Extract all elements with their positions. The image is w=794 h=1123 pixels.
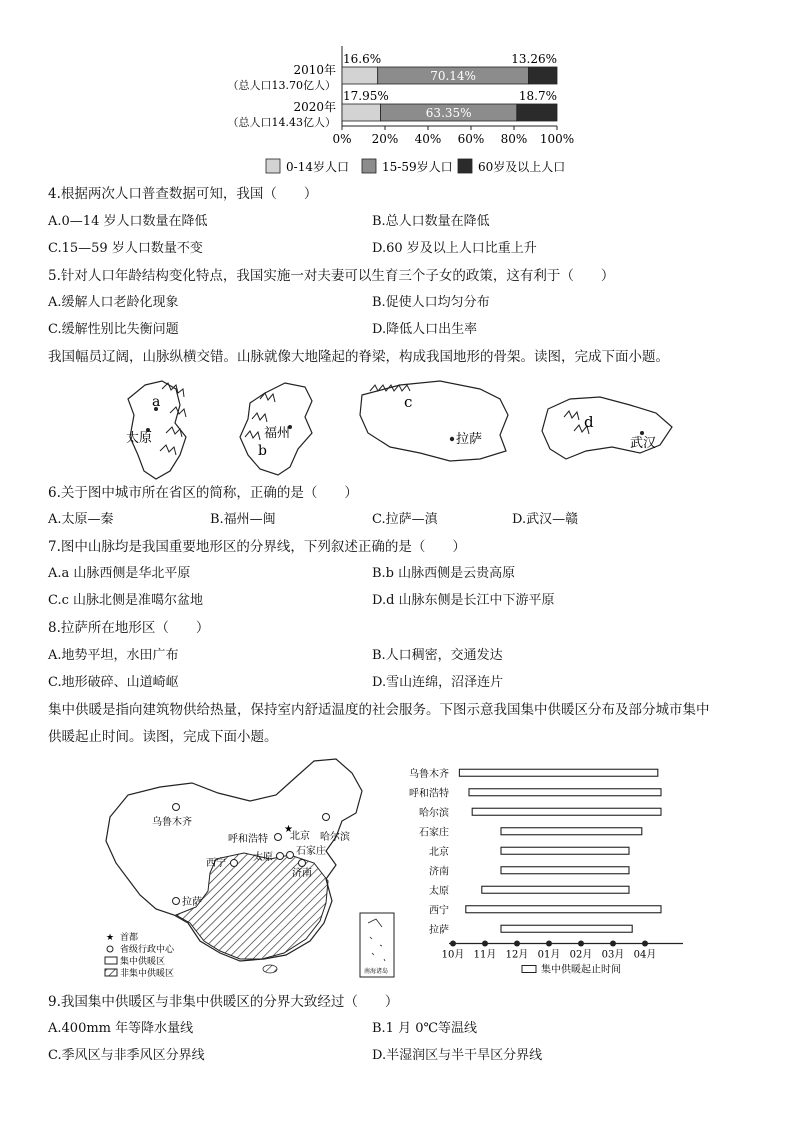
heat-category-label: 呼和浩特: [409, 788, 449, 800]
map-label-a: a: [152, 394, 161, 410]
inset-label: 南海诸岛: [364, 968, 389, 975]
q6-option-c[interactable]: C.拉萨—滇: [372, 512, 438, 527]
heating-map-legend: [105, 931, 175, 979]
pop-category-note: （总人口14.43亿人）: [227, 116, 336, 129]
q9-option-a[interactable]: A.400mm 年等降水量线: [48, 1021, 194, 1036]
heat-xtick-dot: [482, 941, 488, 947]
q4-option-a[interactable]: A.0—14 岁人口数量在降低: [48, 214, 208, 229]
map-label-d: d: [584, 413, 594, 431]
q9-option-b[interactable]: B.1 月 0℃等温线: [372, 1021, 478, 1036]
pop-xtick-label: 60%: [457, 132, 485, 146]
intro-mountains: 我国幅员辽阔，山脉纵横交错。山脉就像大地隆起的脊梁，构成我国地形的骨架。读图，完成下面小题。: [48, 349, 669, 365]
city-hohhot: 呼和浩特: [228, 834, 268, 845]
map-label-b: b: [258, 443, 267, 459]
pop-xtick-label: 80%: [500, 132, 528, 146]
q7-option-a[interactable]: A.a 山脉西侧是华北平原: [48, 566, 191, 581]
heat-xtick-label: 03月: [601, 949, 625, 961]
pop-legend-swatch: [458, 159, 472, 173]
pop-legend-label: 15-59岁人口: [382, 160, 453, 174]
map-label-fuzhou: 福州: [264, 426, 291, 441]
q9-option-c[interactable]: C.季风区与非季风区分界线: [48, 1048, 205, 1063]
south-china-sea-inset: [360, 913, 394, 977]
heating-map: [100, 755, 400, 985]
legend-central-heating: 集中供暖区: [120, 957, 166, 967]
city-harbin: 哈尔滨: [320, 832, 350, 843]
q9-option-d[interactable]: D.半湿润区与半干旱区分界线: [372, 1048, 543, 1063]
pop-category-label: 2020年: [293, 100, 336, 114]
heat-xtick-dot: [578, 941, 584, 947]
q6-option-a[interactable]: A.太原—秦: [48, 512, 114, 527]
pop-legend-label: 60岁及以上人口: [478, 160, 566, 174]
legend-non-central-heating: 非集中供暖区: [120, 969, 175, 979]
q5-option-d[interactable]: D.降低人口出生率: [372, 322, 478, 337]
pop-bar: [342, 67, 378, 84]
heat-category-label: 西宁: [429, 905, 449, 917]
q6-stem: 6.关于图中城市所在省区的简称，正确的是（ ）: [48, 485, 358, 501]
heat-xtick-label: 01月: [537, 949, 561, 961]
heat-category-label: 哈尔滨: [419, 807, 449, 819]
pop-category-label: 2010年: [293, 63, 336, 77]
heating-chart: [400, 755, 700, 985]
heat-range-bar: [482, 886, 629, 893]
heat-range-bar: [472, 808, 661, 815]
heat-xtick-label: 04月: [633, 949, 657, 961]
q8-option-d[interactable]: D.雪山连绵，沼泽连片: [372, 675, 504, 690]
shanxi-map: [126, 381, 186, 479]
heat-range-bar: [501, 925, 632, 932]
city-lhasa: 拉萨: [182, 897, 202, 908]
city-beijing: 北京: [290, 831, 310, 842]
q4-stem: 4.根据两次人口普查数据可知，我国（ ）: [48, 186, 318, 202]
heat-xtick-dot: [514, 941, 520, 947]
heat-xtick-label: 10月: [441, 949, 465, 961]
q5-option-b[interactable]: B.促使人口均匀分布: [372, 295, 490, 310]
heat-xtick-label: 11月: [473, 949, 497, 961]
pop-legend-swatch: [266, 159, 280, 173]
q5-stem: 5.针对人口年龄结构变化特点，我国实施一对夫妻可以生育三个子女的政策，这有利于（ ）: [48, 268, 615, 284]
tibet-map: [360, 381, 508, 461]
pop-legend-swatch: [362, 159, 376, 173]
heat-category-label: 北京: [429, 846, 449, 858]
pop-xtick-label: 100%: [539, 132, 575, 146]
svg-text:★: ★: [106, 933, 115, 943]
heat-category-label: 乌鲁木齐: [409, 768, 449, 780]
q5-option-c[interactable]: C.缓解性别比失衡问题: [48, 322, 179, 337]
pop-bar: [528, 67, 557, 84]
pop-xtick-label: 20%: [371, 132, 399, 146]
pop-bar: [517, 104, 557, 121]
q6-option-b[interactable]: B.福州—闽: [210, 512, 276, 527]
q7-option-c[interactable]: C.c 山脉北侧是准噶尔盆地: [48, 593, 204, 608]
pop-bar: [342, 104, 381, 121]
heat-range-bar: [466, 906, 661, 913]
heat-legend-swatch: [522, 966, 536, 973]
pop-bar-value-label: 70.14%: [430, 69, 476, 83]
intro-heating-line1: 集中供暖是指向建筑物供给热量，保持室内舒适温度的社会服务。下图示意我国集中供暖区分布及部分城市集中: [48, 702, 710, 718]
pop-bar-value-label: 13.26%: [511, 52, 557, 66]
q8-option-a[interactable]: A.地势平坦，水田广布: [48, 648, 179, 663]
heat-category-label: 拉萨: [429, 924, 449, 936]
hubei-map: [542, 397, 672, 459]
pop-bar-value-label: 63.35%: [425, 106, 472, 120]
population-chart: [210, 46, 590, 186]
heat-range-bar: [501, 847, 629, 854]
pop-xtick-label: 40%: [414, 132, 442, 146]
pop-legend-label: 0-14岁人口: [286, 160, 349, 174]
heat-range-bar: [459, 769, 657, 776]
fujian-map: [240, 383, 312, 475]
pop-category-note: （总人口13.70亿人）: [227, 79, 336, 92]
q8-option-b[interactable]: B.人口稠密，交通发达: [372, 648, 503, 663]
q6-option-d[interactable]: D.武汉—赣: [512, 512, 579, 527]
heat-xtick-label: 02月: [569, 949, 593, 961]
city-jinan: 济南: [292, 868, 312, 879]
q7-stem: 7.图中山脉均是我国重要地形区的分界线，下列叙述正确的是（ ）: [48, 539, 466, 555]
q9-stem: 9.我国集中供暖区与非集中供暖区的分界大致经过（ ）: [48, 994, 399, 1010]
map-label-wuhan: 武汉: [630, 436, 657, 451]
map-capital-star: ★: [284, 824, 293, 835]
heat-range-bar: [501, 828, 642, 835]
pop-bar-value-label: 18.7%: [518, 89, 557, 103]
pop-xtick-label: 0%: [332, 132, 352, 146]
legend-capital: 首都: [120, 933, 139, 943]
heat-category-label: 石家庄: [419, 827, 449, 839]
city-xining: 西宁: [206, 858, 226, 869]
q7-option-d[interactable]: D.d 山脉东侧是长江中下游平原: [372, 593, 555, 608]
pop-bar-value-label: 17.95%: [343, 89, 389, 103]
heat-category-label: 济南: [429, 866, 449, 878]
heat-category-label: 太原: [429, 885, 449, 897]
q4-option-c[interactable]: C.15—59 岁人口数量不变: [48, 241, 203, 256]
map-label-taiyuan: 太原: [126, 431, 153, 446]
q4-option-b[interactable]: B.总人口数量在降低: [372, 214, 490, 229]
q8-option-c[interactable]: C.地形破碎、山道崎岖: [48, 675, 179, 690]
q4-option-d[interactable]: D.60 岁及以上人口比重上升: [372, 241, 537, 256]
heat-range-bar: [469, 789, 661, 796]
province-maps: [100, 375, 700, 485]
city-urumqi: 乌鲁木齐: [152, 817, 192, 828]
heat-legend-label: 集中供暖起止时间: [541, 964, 621, 976]
heat-range-bar: [501, 867, 629, 874]
heat-xtick-dot: [546, 941, 552, 947]
city-taiyuan: 太原: [253, 852, 273, 863]
heat-xtick-dot: [450, 941, 456, 947]
intro-heating-line2: 供暖起止时间。读图，完成下面小题。: [48, 729, 278, 745]
map-label-lhasa: 拉萨: [456, 432, 483, 447]
heat-xtick-dot: [642, 941, 648, 947]
heat-xtick-dot: [610, 941, 616, 947]
city-shijiazhuang: 石家庄: [296, 846, 326, 857]
heat-xtick-label: 12月: [505, 949, 529, 961]
map-label-c: c: [404, 393, 413, 411]
q7-option-b[interactable]: B.b 山脉西侧是云贵高原: [372, 566, 516, 581]
q5-option-a[interactable]: A.缓解人口老龄化现象: [48, 295, 179, 310]
pop-bar-value-label: 16.6%: [343, 52, 382, 66]
legend-provincial-capital: 省级行政中心: [120, 945, 175, 955]
q8-stem: 8.拉萨所在地形区（ ）: [48, 620, 210, 636]
